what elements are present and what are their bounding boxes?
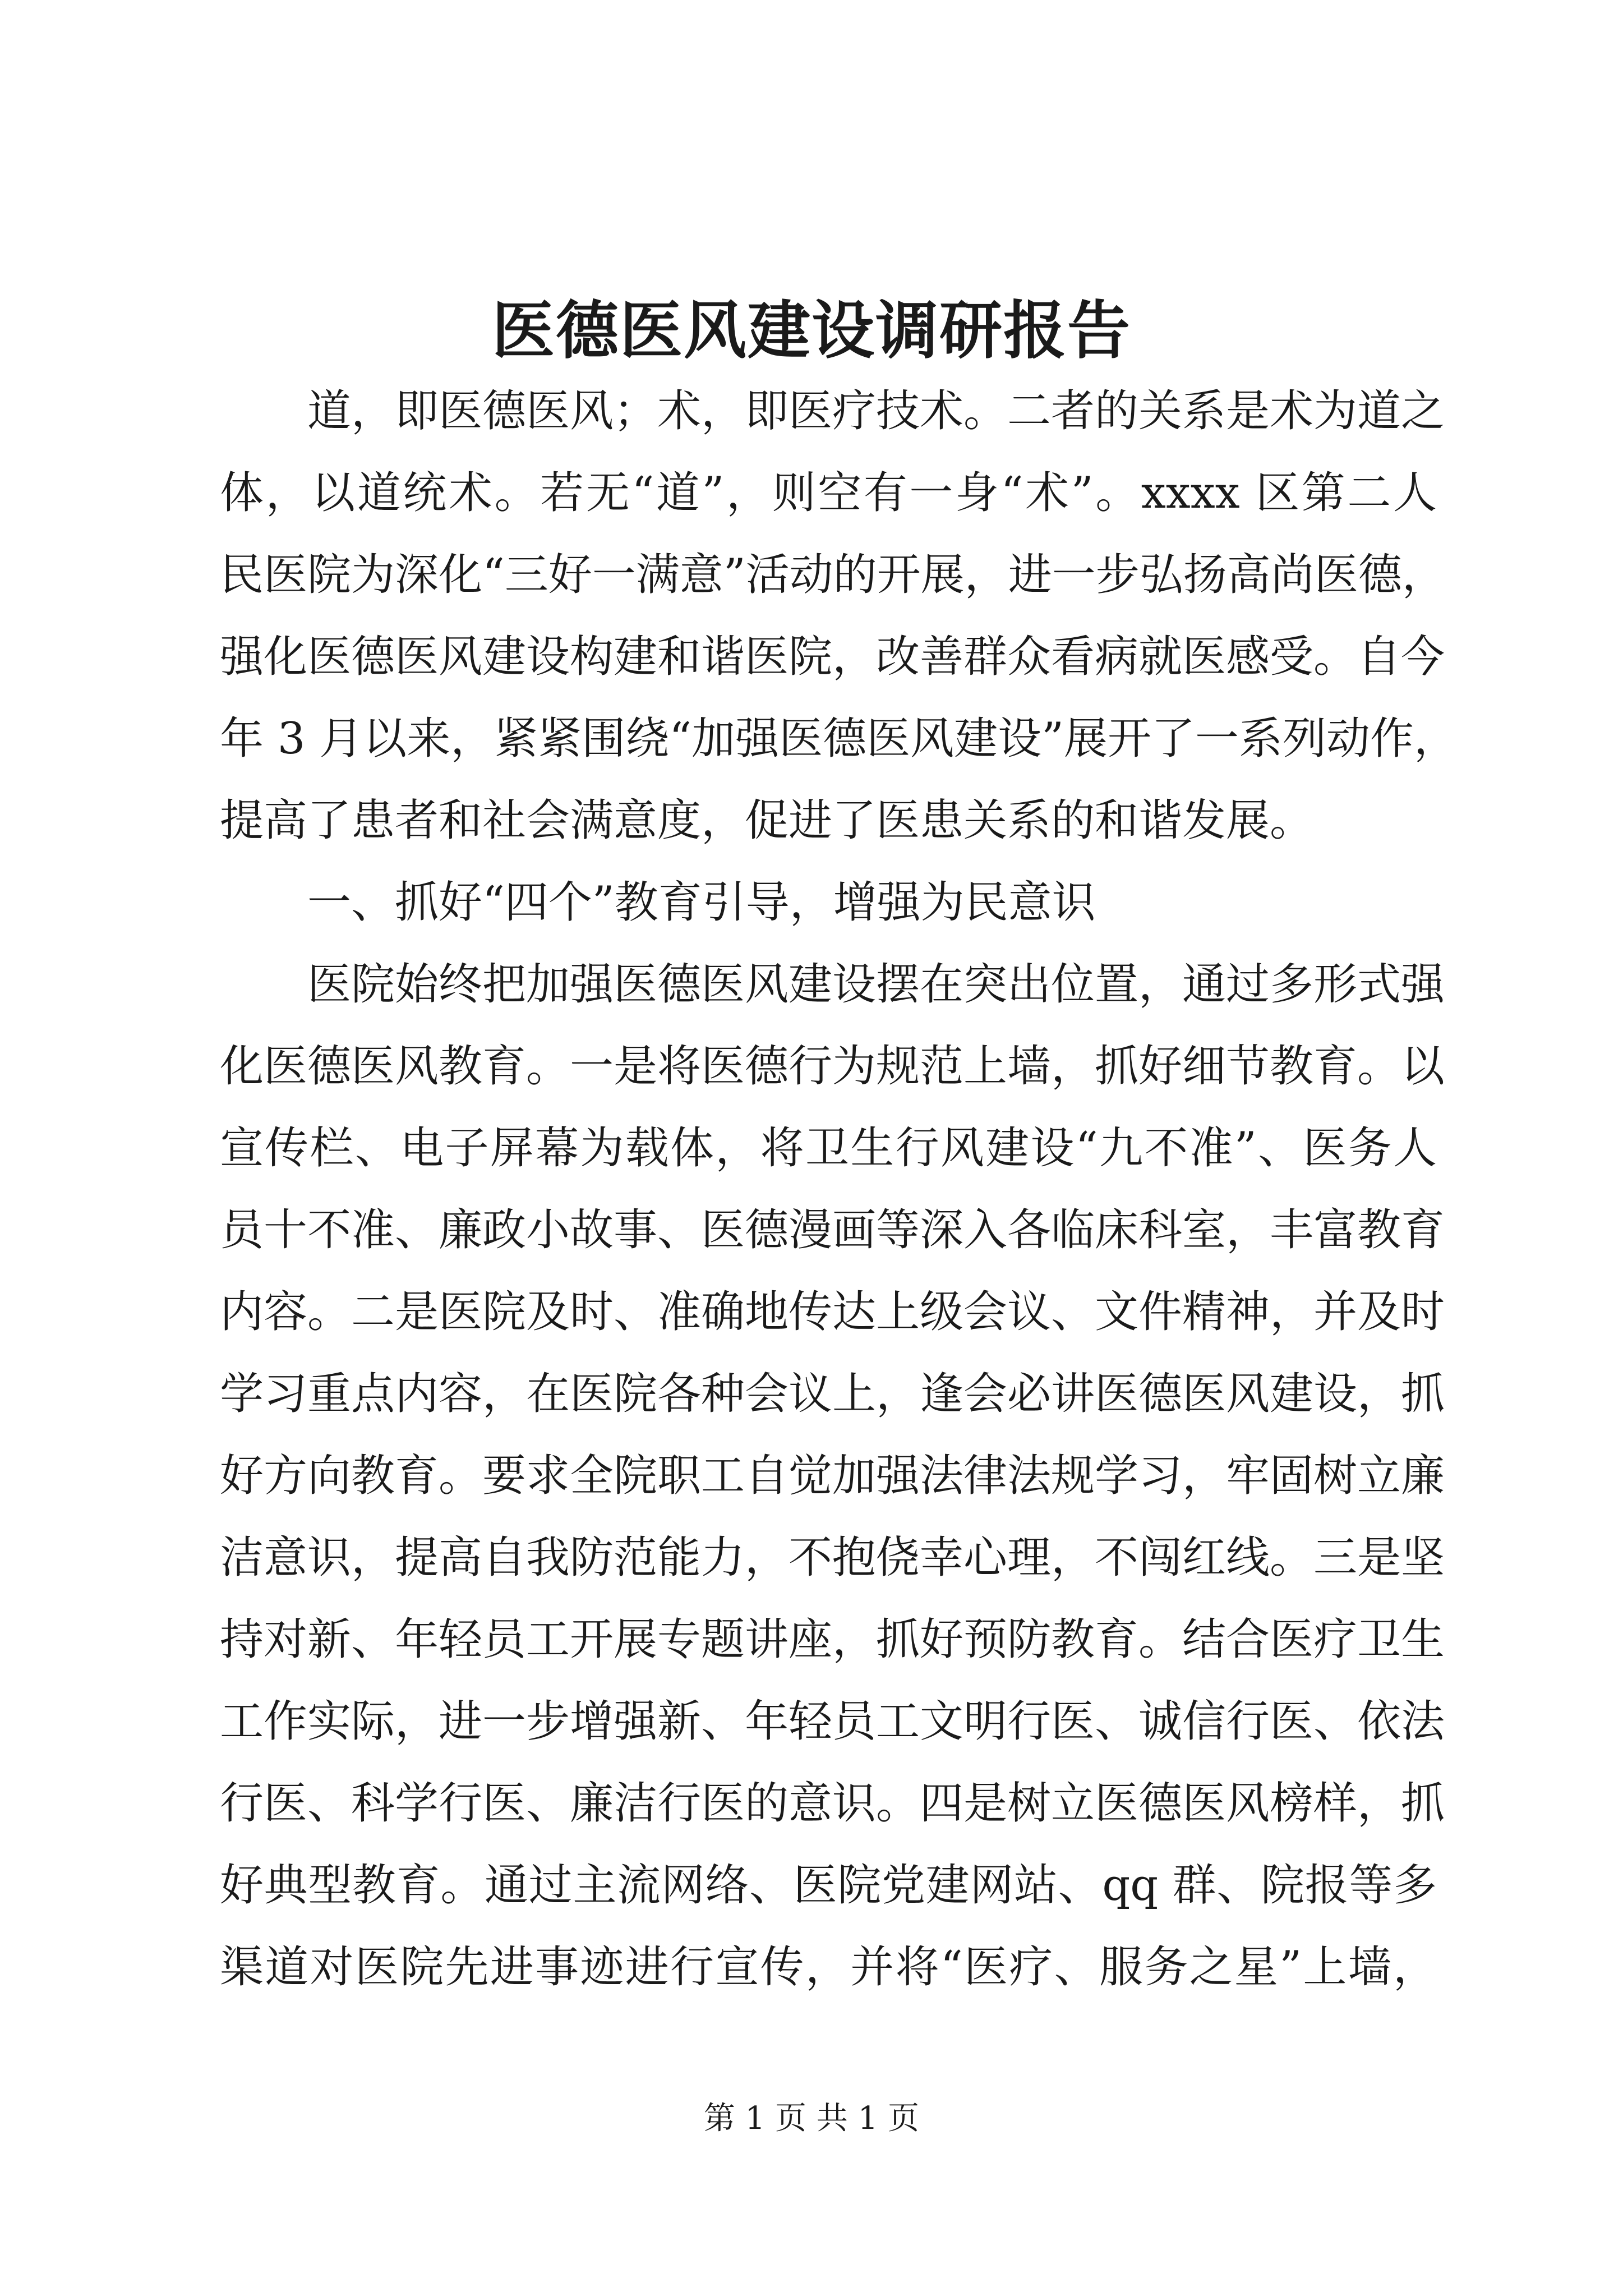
body-line: 洁意识，提高自我防范能力，不抱侥幸心理，不闯红线。三是坚 <box>220 1533 1445 1583</box>
body-line: 好典型教育。通过主流网络、医院党建网站、qq 群、院报等多 <box>220 1860 1437 1911</box>
document-title: 医德医风建设调研报告 <box>492 294 1131 367</box>
body-line: 行医、科学行医、廉洁行医的意识。四是树立医德医风榜样，抓 <box>220 1778 1445 1829</box>
body-line: 年 3 月以来，紧紧围绕“加强医德医风建设”展开了一系列动作， <box>220 714 1458 764</box>
body-line: 民医院为深化“三好一满意”活动的开展，进一步弘扬高尚医德， <box>220 550 1446 600</box>
body-line: 内容。二是医院及时、准确地传达上级会议、文件精神，并及时 <box>220 1287 1445 1337</box>
body-line: 医院始终把加强医德医风建设摆在突出位置，通过多形式强 <box>307 959 1445 1010</box>
body-line: 渠道对医院先进事迹进行宣传，并将“医疗、服务之星”上墙， <box>220 1942 1437 1993</box>
body-line: 体，以道统术。若无“道”，则空有一身“术”。xxxx 区第二人 <box>220 468 1437 518</box>
body-line: 一、抓好“四个”教育引导，增强为民意识 <box>307 877 1096 928</box>
body-line: 持对新、年轻员工开展专题讲座，抓好预防教育。结合医疗卫生 <box>220 1614 1445 1665</box>
body-line: 道，即医德医风；术，即医疗技术。二者的关系是术为道之 <box>307 386 1445 436</box>
body-line: 工作实际，进一步增强新、年轻员工文明行医、诚信行医、依法 <box>220 1696 1445 1747</box>
body-line: 化医德医风教育。一是将医德行为规范上墙，抓好细节教育。以 <box>220 1041 1445 1092</box>
body-line: 学习重点内容，在医院各种会议上，逢会必讲医德医风建设，抓 <box>220 1369 1445 1419</box>
body-line: 员十不准、廉政小故事、医德漫画等深入各临床科室，丰富教育 <box>220 1205 1445 1255</box>
page-footer: 第 1 页 共 1 页 <box>703 2100 920 2137</box>
body-line: 好方向教育。要求全院职工自觉加强法律法规学习，牢固树立廉 <box>220 1451 1445 1501</box>
body-line: 宣传栏、电子屏幕为载体，将卫生行风建设“九不准”、医务人 <box>220 1123 1437 1174</box>
body-line: 强化医德医风建设构建和谐医院，改善群众看病就医感受。自今 <box>220 632 1445 682</box>
body-line: 提高了患者和社会满意度，促进了医患关系的和谐发展。 <box>220 795 1314 846</box>
document-body <box>220 370 1458 2008</box>
